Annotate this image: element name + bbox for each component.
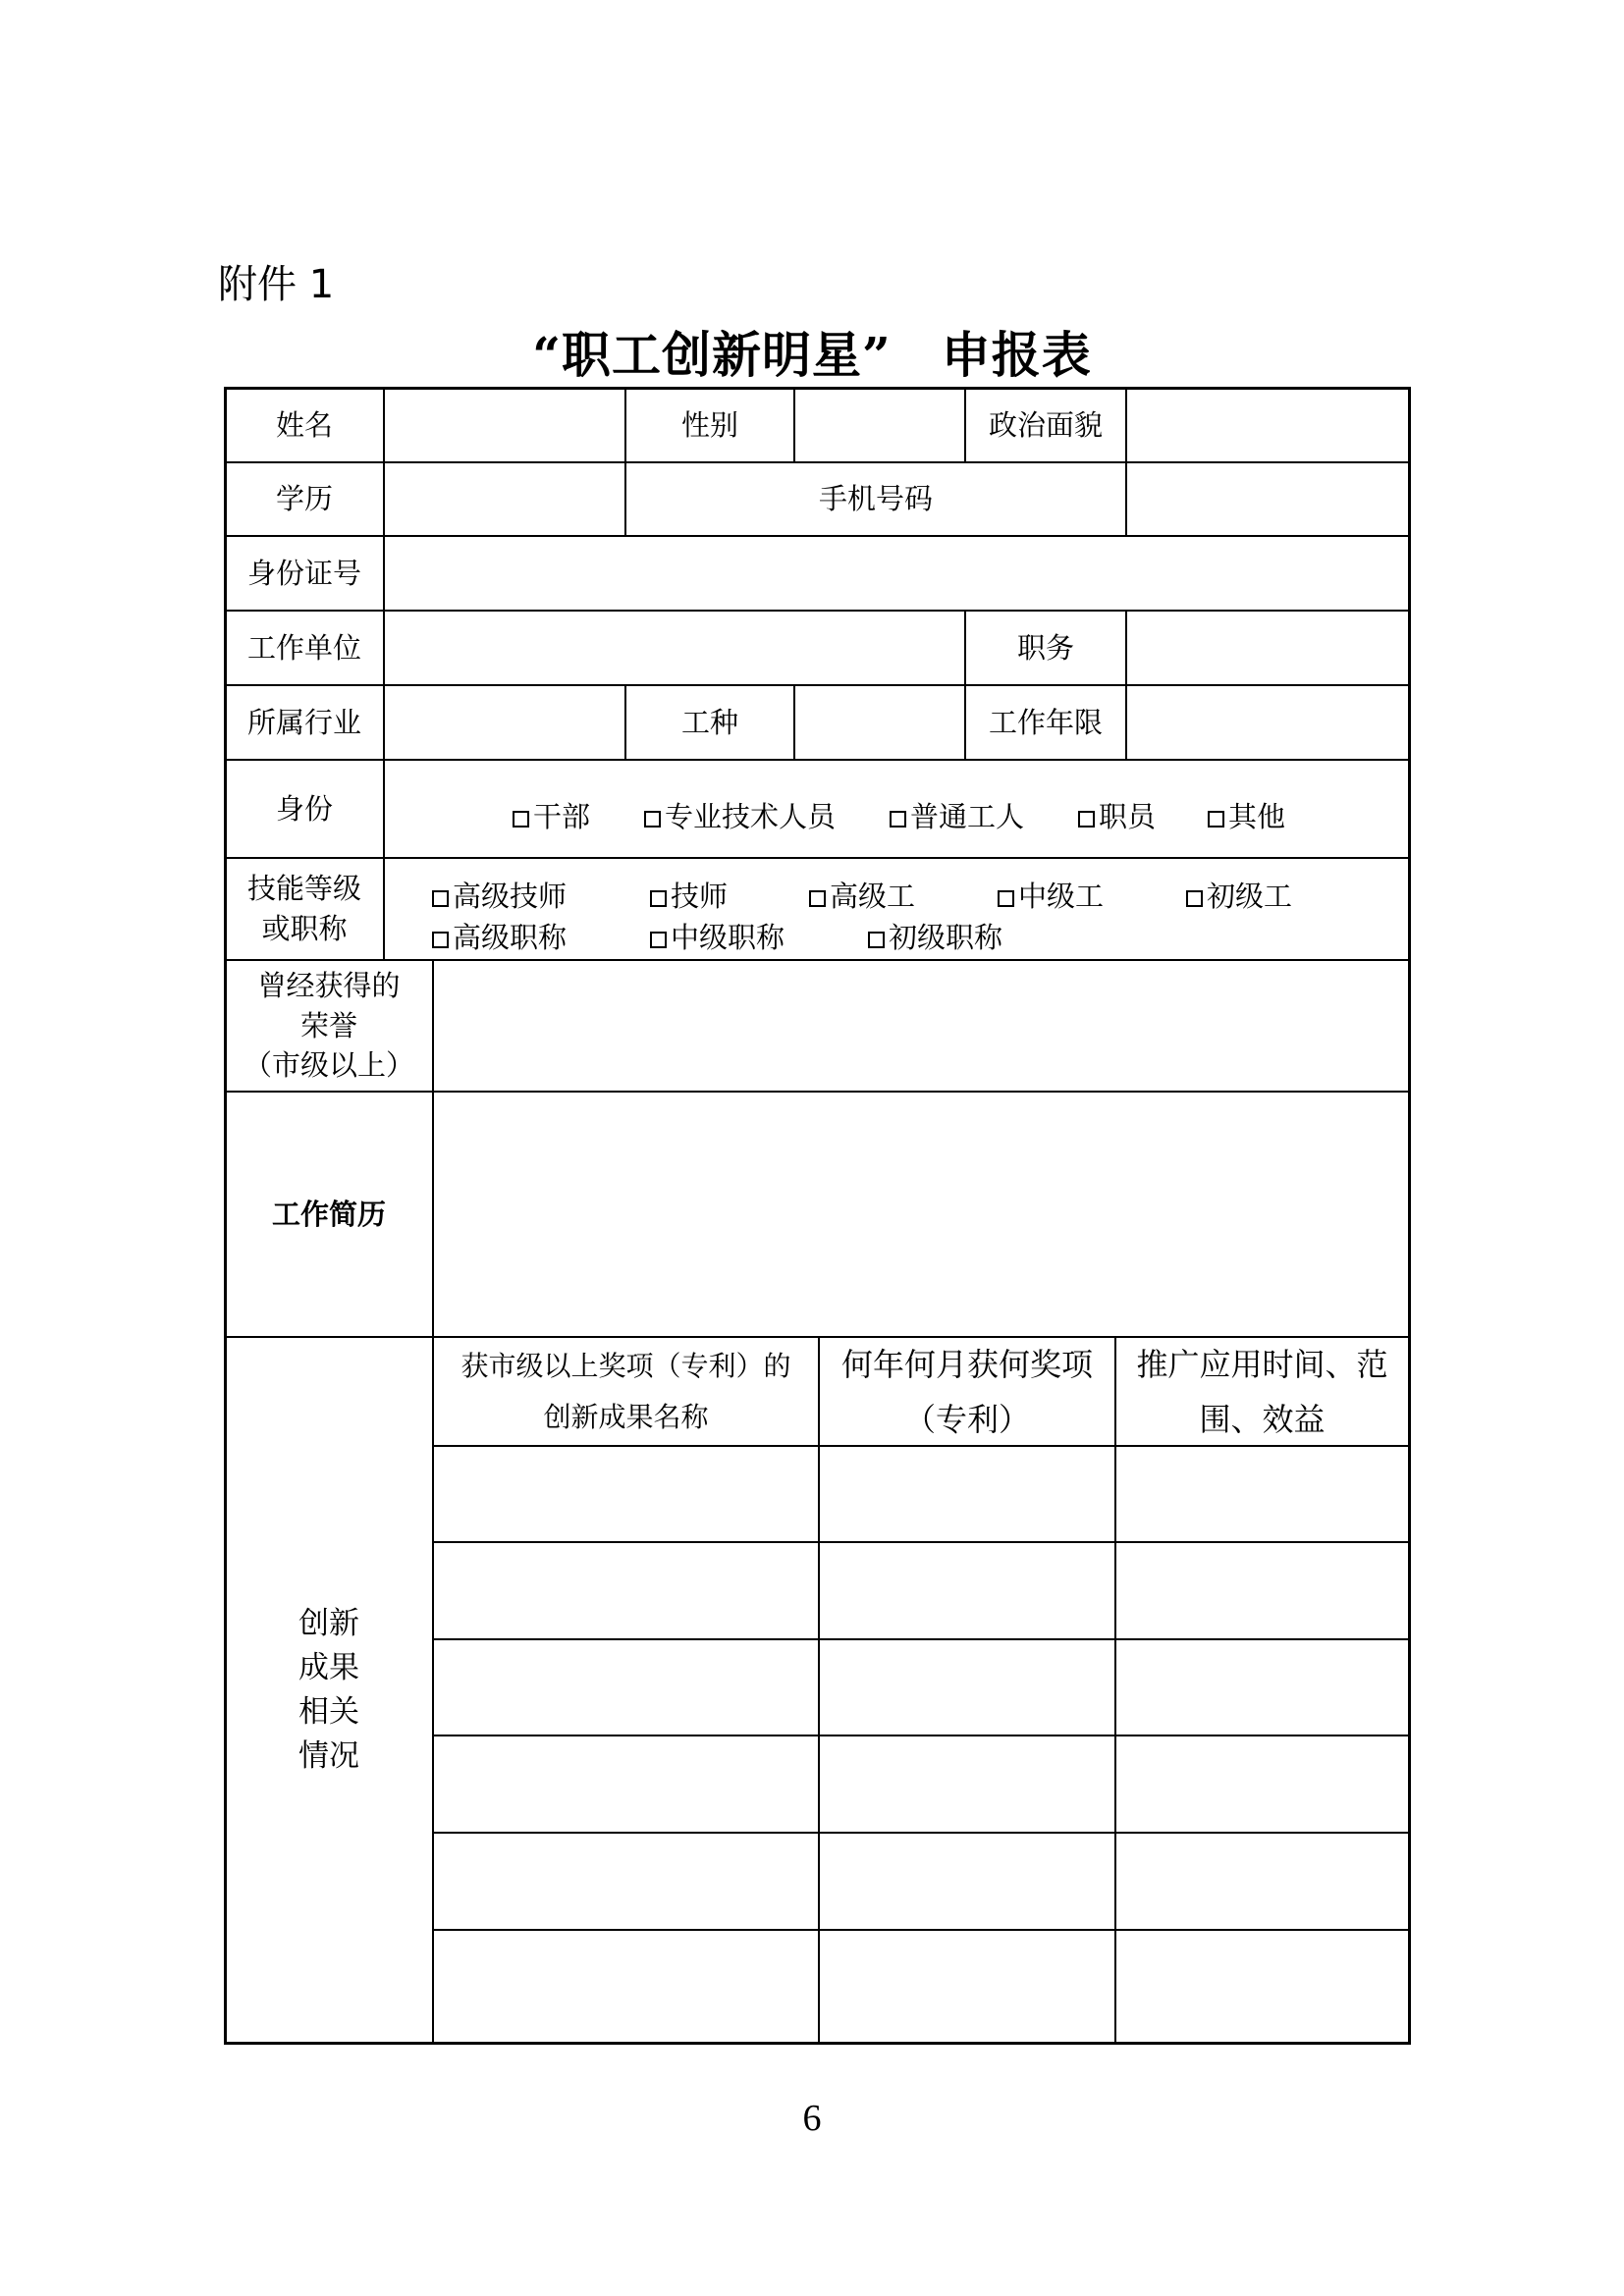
position-field[interactable] bbox=[1127, 612, 1408, 684]
skill-option-intermediate-title[interactable]: 中级职称 bbox=[650, 916, 785, 956]
attachment-label: 附件 1 bbox=[218, 262, 335, 307]
innovation-cell[interactable] bbox=[434, 1931, 818, 2042]
education-label: 学历 bbox=[275, 482, 333, 516]
innovation-cell[interactable] bbox=[1116, 1834, 1408, 1929]
innovation-cell[interactable] bbox=[820, 1834, 1114, 1929]
checkbox-icon[interactable] bbox=[432, 932, 449, 948]
innovation-cell[interactable] bbox=[820, 1931, 1114, 2042]
name-label: 姓名 bbox=[275, 407, 333, 442]
innovation-cell[interactable] bbox=[1116, 1736, 1408, 1832]
innovation-cell[interactable] bbox=[434, 1447, 818, 1541]
industry-label: 所属行业 bbox=[246, 705, 361, 739]
skill-option-junior-title[interactable]: 初级职称 bbox=[868, 916, 1002, 956]
gender-field[interactable] bbox=[795, 389, 964, 461]
checkbox-icon[interactable] bbox=[890, 811, 906, 828]
political-status-field[interactable] bbox=[1127, 389, 1408, 461]
skill-option-junior-worker[interactable]: 初级工 bbox=[1186, 875, 1292, 915]
checkbox-icon[interactable] bbox=[432, 890, 449, 907]
work-years-label: 工作年限 bbox=[988, 705, 1103, 739]
innovation-col-application-header: 推广应用时间、范 围、效益 bbox=[1136, 1345, 1388, 1438]
skill-option-senior-worker[interactable]: 高级工 bbox=[809, 875, 915, 915]
innovation-cell[interactable] bbox=[820, 1543, 1114, 1638]
innovation-col-achievement-header: 获市级以上奖项（专利）的 创新成果名称 bbox=[460, 1349, 791, 1433]
innovation-cell[interactable] bbox=[820, 1640, 1114, 1735]
checkbox-icon[interactable] bbox=[650, 932, 667, 948]
checkbox-icon[interactable] bbox=[1078, 811, 1095, 828]
innovation-cell[interactable] bbox=[820, 1447, 1114, 1541]
skill-option-technician[interactable]: 技师 bbox=[650, 875, 728, 915]
identity-label: 身份 bbox=[275, 791, 333, 826]
work-years-field[interactable] bbox=[1127, 686, 1408, 759]
skill-option-senior-technician[interactable]: 高级技师 bbox=[432, 875, 567, 915]
checkbox-icon[interactable] bbox=[1208, 811, 1224, 828]
id-number-label: 身份证号 bbox=[246, 556, 361, 590]
phone-label: 手机号码 bbox=[818, 482, 933, 516]
position-label: 职务 bbox=[1016, 630, 1074, 665]
innovation-cell[interactable] bbox=[434, 1736, 818, 1832]
checkbox-icon[interactable] bbox=[998, 890, 1014, 907]
innovation-cell[interactable] bbox=[1116, 1931, 1408, 2042]
innovation-cell[interactable] bbox=[434, 1543, 818, 1638]
identity-option-worker[interactable]: 普通工人 bbox=[890, 795, 1024, 835]
resume-field[interactable] bbox=[434, 1093, 1408, 1336]
resume-label: 工作简历 bbox=[271, 1197, 386, 1231]
checkbox-icon[interactable] bbox=[513, 811, 529, 828]
checkbox-icon[interactable] bbox=[868, 932, 885, 948]
innovation-cell[interactable] bbox=[820, 1736, 1114, 1832]
skill-option-intermediate-worker[interactable]: 中级工 bbox=[998, 875, 1104, 915]
political-status-label: 政治面貌 bbox=[988, 407, 1103, 442]
identity-option-staff[interactable]: 职员 bbox=[1078, 795, 1156, 835]
honors-field[interactable] bbox=[434, 961, 1408, 1091]
industry-field[interactable] bbox=[385, 686, 624, 759]
work-unit-field[interactable] bbox=[385, 612, 964, 684]
form-title: “职工创新明星” 申报表 bbox=[532, 326, 1092, 384]
job-type-field[interactable] bbox=[795, 686, 964, 759]
innovation-cell[interactable] bbox=[1116, 1543, 1408, 1638]
skill-level-label: 技能等级 或职称 bbox=[246, 872, 361, 945]
innovation-cell[interactable] bbox=[434, 1640, 818, 1735]
checkbox-icon[interactable] bbox=[650, 890, 667, 907]
identity-option-cadre[interactable]: 干部 bbox=[513, 795, 590, 835]
name-field[interactable] bbox=[385, 389, 624, 461]
work-unit-label: 工作单位 bbox=[246, 630, 361, 665]
id-number-field[interactable] bbox=[385, 537, 1408, 610]
honors-label: 曾经获得的 荣誉 （市级以上） bbox=[243, 969, 414, 1083]
innovation-label: 创新 成果 相关 情况 bbox=[298, 1606, 359, 1774]
innovation-col-award-date-header: 何年何月获何奖项 （专利） bbox=[840, 1345, 1093, 1438]
job-type-label: 工种 bbox=[680, 705, 738, 739]
checkbox-icon[interactable] bbox=[1186, 890, 1203, 907]
page-number: 6 bbox=[802, 2098, 822, 2139]
innovation-cell[interactable] bbox=[1116, 1447, 1408, 1541]
checkbox-icon[interactable] bbox=[644, 811, 661, 828]
gender-label: 性别 bbox=[680, 407, 738, 442]
identity-option-professional[interactable]: 专业技术人员 bbox=[644, 795, 836, 835]
checkbox-icon[interactable] bbox=[809, 890, 826, 907]
education-field[interactable] bbox=[385, 463, 624, 535]
identity-option-other[interactable]: 其他 bbox=[1208, 795, 1285, 835]
innovation-cell[interactable] bbox=[434, 1834, 818, 1929]
skill-option-senior-title[interactable]: 高级职称 bbox=[432, 916, 567, 956]
phone-field[interactable] bbox=[1127, 463, 1408, 535]
innovation-cell[interactable] bbox=[1116, 1640, 1408, 1735]
